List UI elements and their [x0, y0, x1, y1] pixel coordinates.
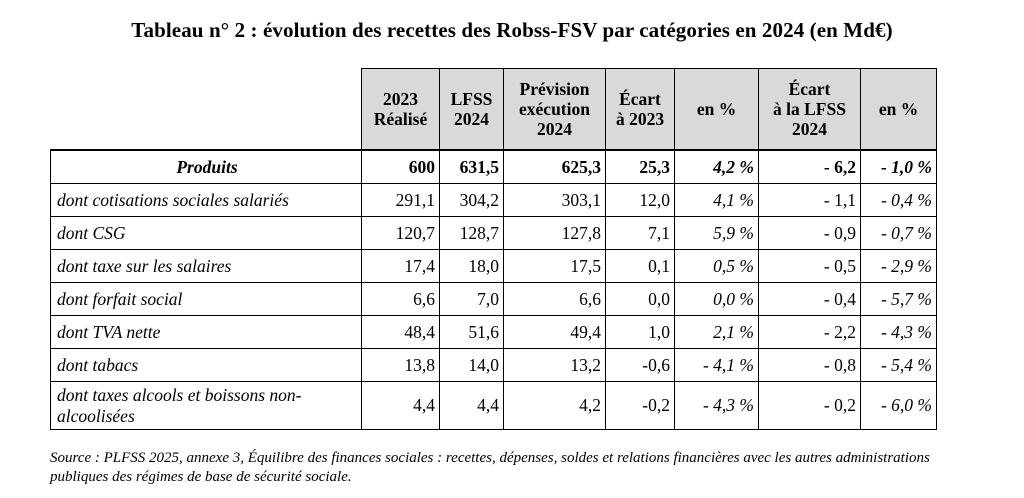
cell-pct-1: 2,1 %: [675, 316, 759, 349]
row-label: dont CSG: [51, 217, 362, 250]
header-line: Écart: [619, 89, 661, 109]
cell-lfss: 51,6: [440, 316, 504, 349]
header-line: 2024: [792, 119, 827, 139]
cell-2023: 4,4: [362, 382, 440, 430]
header-line: en %: [878, 99, 919, 119]
cell-pct-2: - 2,9 %: [861, 250, 937, 283]
cell-pct-1: - 4,3 %: [675, 382, 759, 430]
cell-ecart-2023: 1,0: [606, 316, 675, 349]
cell-ecart-2023: 12,0: [606, 184, 675, 217]
cell-ecart-2023: -0,6: [606, 349, 675, 382]
table-row: [51, 283, 937, 316]
header-line: à la LFSS: [773, 99, 846, 119]
header-line: à 2023: [615, 109, 665, 129]
cell-pct-2: - 1,0 %: [861, 150, 937, 184]
cell-2023: 48,4: [362, 316, 440, 349]
cell-prevision: 303,1: [504, 184, 606, 217]
cell-2023: 120,7: [362, 217, 440, 250]
table-row: [51, 217, 937, 250]
header-line: en %: [696, 99, 737, 119]
cell-pct-1: 5,9 %: [675, 217, 759, 250]
cell-lfss: 7,0: [440, 283, 504, 316]
table-row-produits: [51, 150, 937, 184]
table-row: [51, 316, 937, 349]
header-lfss-2024: [440, 69, 504, 151]
table-row: [51, 349, 937, 382]
cell-2023: 600: [362, 150, 440, 184]
cell-lfss: 18,0: [440, 250, 504, 283]
header-line: 2024: [537, 119, 572, 139]
cell-lfss: 631,5: [440, 150, 504, 184]
cell-ecart-lfss: - 0,8: [759, 349, 861, 382]
cell-prevision: 4,2: [504, 382, 606, 430]
cell-pct-2: - 0,7 %: [861, 217, 937, 250]
row-label: dont TVA nette: [51, 316, 362, 349]
header-line: Réalisé: [373, 109, 428, 129]
table-title: Tableau n° 2 : évolution des recettes des Robss-FSV par catégories en 2024 (en Md€): [131, 18, 893, 42]
header-ecart-lfss: [759, 69, 861, 151]
row-label: Produits: [51, 150, 362, 184]
table-row: [51, 382, 937, 430]
cell-pct-2: - 4,3 %: [861, 316, 937, 349]
cell-lfss: 304,2: [440, 184, 504, 217]
cell-pct-1: 0,0 %: [675, 283, 759, 316]
cell-pct-1: 0,5 %: [675, 250, 759, 283]
cell-pct-1: - 4,1 %: [675, 349, 759, 382]
cell-ecart-2023: 0,0: [606, 283, 675, 316]
cell-pct-2: - 5,7 %: [861, 283, 937, 316]
header-row: [51, 69, 937, 151]
cell-lfss: 14,0: [440, 349, 504, 382]
header-en-pct-1: [675, 69, 759, 151]
table-row: [51, 184, 937, 217]
header-ecart-2023: [606, 69, 675, 151]
cell-ecart-lfss: - 0,4: [759, 283, 861, 316]
cell-pct-1: 4,2 %: [675, 150, 759, 184]
header-prevision-execution: [504, 69, 606, 151]
header-blank-cell: [51, 69, 362, 151]
header-line: 2024: [454, 109, 489, 129]
header-line: Écart: [788, 79, 831, 99]
revenue-table: [50, 68, 937, 430]
cell-prevision: 127,8: [504, 217, 606, 250]
cell-prevision: 6,6: [504, 283, 606, 316]
cell-ecart-lfss: - 1,1: [759, 184, 861, 217]
cell-lfss: 128,7: [440, 217, 504, 250]
cell-prevision: 49,4: [504, 316, 606, 349]
cell-2023: 291,1: [362, 184, 440, 217]
table-row: [51, 250, 937, 283]
cell-ecart-lfss: - 0,9: [759, 217, 861, 250]
cell-ecart-lfss: - 2,2: [759, 316, 861, 349]
cell-ecart-lfss: - 6,2: [759, 150, 861, 184]
header-line: LFSS: [450, 89, 493, 109]
cell-prevision: 625,3: [504, 150, 606, 184]
cell-ecart-2023: 7,1: [606, 217, 675, 250]
cell-ecart-lfss: - 0,5: [759, 250, 861, 283]
cell-2023: 13,8: [362, 349, 440, 382]
cell-prevision: 13,2: [504, 349, 606, 382]
cell-ecart-2023: -0,2: [606, 382, 675, 430]
cell-pct-2: - 6,0 %: [861, 382, 937, 430]
header-2023-realise: [362, 69, 440, 151]
row-label: dont taxe sur les salaires: [51, 250, 362, 283]
cell-pct-2: - 5,4 %: [861, 349, 937, 382]
cell-2023: 17,4: [362, 250, 440, 283]
header-line: exécution: [519, 99, 590, 119]
cell-lfss: 4,4: [440, 382, 504, 430]
header-line: 2023: [383, 89, 418, 109]
row-label: dont forfait social: [51, 283, 362, 316]
cell-pct-1: 4,1 %: [675, 184, 759, 217]
source-note: Source : PLFSS 2025, annexe 3, Équilibre des finances sociales : recettes, dépenses, soldes et relations financières avec les autres administrations publiques des régimes de base de sécurité sociale.: [50, 450, 930, 485]
cell-ecart-lfss: - 0,2: [759, 382, 861, 430]
cell-ecart-2023: 0,1: [606, 250, 675, 283]
row-label: dont cotisations sociales salariés: [51, 184, 362, 217]
row-label: dont tabacs: [51, 349, 362, 382]
cell-ecart-2023: 25,3: [606, 150, 675, 184]
cell-2023: 6,6: [362, 283, 440, 316]
cell-prevision: 17,5: [504, 250, 606, 283]
row-label: dont taxes alcools et boissons non-alcoolisées: [51, 382, 362, 430]
header-line: Prévision: [519, 79, 590, 99]
header-en-pct-2: [861, 69, 937, 151]
cell-pct-2: - 0,4 %: [861, 184, 937, 217]
